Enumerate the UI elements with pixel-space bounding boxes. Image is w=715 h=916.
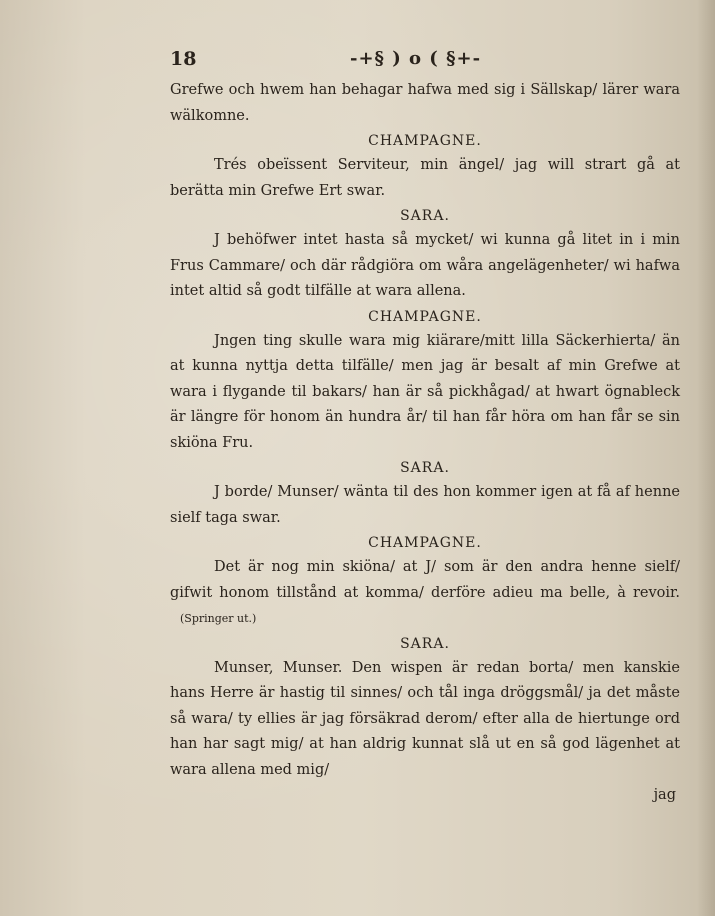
page-number: 18 (170, 48, 197, 70)
speech: Munser, Munser. Den wispen är redan borta/ men kanskie hans Herre är hastig til sinnes/ och tål inga dröggsmål/ ja det måste så wara/ ty ellies är jag försäkrad derom/ efter alla de hiertunge ord han har sagt mig/ at han aldrig kunnat slå ut en så god lägenhet at wara allena med mig/ (170, 659, 680, 778)
header-ornament: -+§ ) o ( §+- (350, 48, 482, 69)
speaker-label: CHAMPAGNE. (368, 308, 482, 325)
speaker-label: SARA. (400, 635, 450, 652)
speaker-label: CHAMPAGNE. (368, 535, 482, 551)
stage-direction: (Springer ut.) (180, 612, 257, 625)
speaker-label: CHAMPAGNE. (368, 133, 482, 149)
speech: J borde/ Munser/ wänta til des hon kommer igen at få af henne sielf taga swar. (170, 484, 680, 526)
speaker-label: SARA. (400, 460, 450, 476)
speech-continuation: Grefwe och hwem han behagar hafwa med sig i Sällskap/ lärer wara wälkomne. (170, 82, 680, 124)
speech: Trés obeïssent Serviteur, min ängel/ jag will strart gå at berätta min Grefwe Ert swar. (170, 157, 680, 199)
body-text (170, 78, 680, 807)
catchword: jag (653, 787, 676, 803)
speech: J behöfwer intet hasta så mycket/ wi kunna gå litet in i min Frus Cammare/ och där rådgiöra om wåra angelägenheter/ wi hafwa intet altid så godt tilfälle at wara allena. (170, 232, 680, 299)
speech-with-stage-direction (170, 555, 680, 632)
speaker-label: SARA. (400, 208, 450, 224)
speech: Jngen ting skulle wara mig kiärare/mitt lilla Säckerhierta/ än at kunna nyttja detta tilfälle/ men jag är besalt af min Grefwe at wara i flygande til bakars/ han är så pickhågad/ at hwart ögnableck är längre för honom än hundra år/ til han får höra om han får se sin skiöna Fru. (170, 332, 680, 451)
page-header (170, 44, 680, 74)
speech-text: Det är nog min skiöna/ at J/ som är den andra henne sielf/ gifwit honom tillstånd at komma/ derföre adieu ma belle, à revoir. (170, 559, 680, 601)
